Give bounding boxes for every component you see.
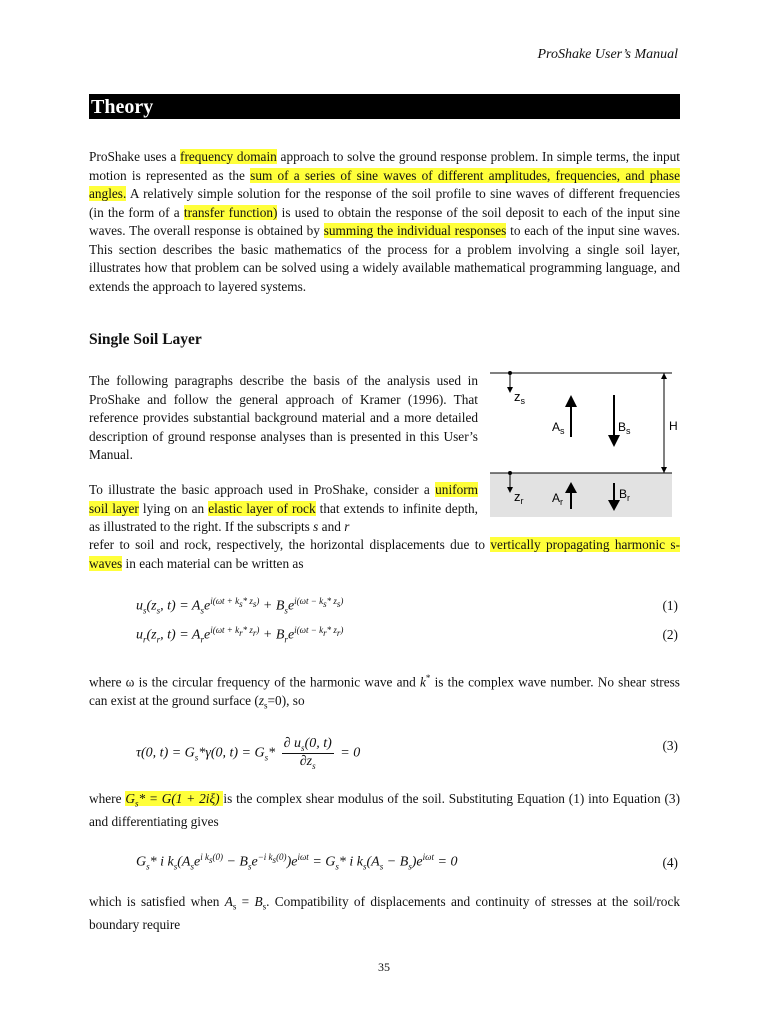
highlight-complex-shear-modulus: $G_s* = G(1 + 2i\xi)$ [125, 791, 224, 809]
subsection-title: Single Soil Layer [89, 331, 202, 348]
h-label: H [669, 419, 678, 433]
z-r-label: $z_r$ [514, 489, 524, 506]
zs-subscript: s [264, 700, 268, 711]
b-s-arrowhead [608, 435, 620, 447]
highlight-frequency-domain: frequency domain [180, 149, 277, 164]
highlight-sum-of-sine-waves: sum of a series of sine waves of different amplitudes, frequencies, and phase angles. [89, 167, 680, 201]
equation-1-number: (1) [662, 598, 678, 613]
para5-text-2: is the complex shear modulus of the soil. Substituting Equation (1) into Equation (3) and differentiating gives [89, 791, 681, 830]
highlight-elastic-layer-of-rock: elastic layer of rock [208, 500, 316, 516]
para3-text-5: refer to soil and rock, respectively, the horizontal displacements due to [89, 537, 491, 552]
compatibility-paragraph [89, 893, 680, 935]
a-s-arrowhead [565, 395, 577, 407]
a-r-label: $A_r$ [552, 491, 564, 507]
para5-text-1: where [89, 791, 126, 806]
illustration-paragraph-part-1 [89, 481, 478, 537]
soil-layer-diagram [490, 365, 682, 517]
section-title-bar [89, 94, 680, 119]
para6-text-2: . Compatibility of displacements and continuity of stresses at the soil/rock boundary require [89, 894, 680, 933]
equation-3-number: (3) [662, 738, 678, 753]
k-symbol: k [420, 674, 426, 690]
z-s-label: $z_s$ [514, 389, 525, 406]
para4-text-3: =0), so [267, 692, 305, 708]
z-s-arrowhead [507, 387, 513, 393]
highlight-vertically-propagating-waves: vertically propagating harmonic s-waves [89, 537, 681, 571]
zs-symbol: z [258, 692, 265, 708]
para3-text-1: To illustrate the basic approach used in ProShake, consider a [89, 482, 436, 497]
b-r-label: $B_r$ [619, 487, 631, 503]
para3-text-6: in each material can be written as [122, 555, 304, 571]
equation-1: $u_s(z_s$, $t) = A_se^{i(\omega t + k_s* z_s)} + B_se^{i(\omega t - k_s* z_s)}$ [136, 596, 344, 616]
running-header: ProShake User’s Manual [537, 47, 678, 62]
para3-text-3: that extends to infinite depth, as illustrated to the right. If the subscripts s and r [89, 500, 479, 534]
illustration-paragraph-part-2 [89, 536, 680, 573]
shear-modulus-paragraph [89, 790, 680, 832]
intro-text-1: ProShake uses a [89, 149, 181, 164]
as-subscript: s [232, 901, 237, 912]
equation-4: $G_s*$ i $k_s(A_se^{i k_s(0)} - B_se^{-i k_s(0)})e^{i\omega t} = G_s*$ i $k_s(A_s - B_s)e^{i\omega t} = 0$ [136, 852, 458, 872]
intro-text-3: A relatively simple solution for the response of the soil profile to sine waves of different frequencies (in the form of a [89, 186, 680, 220]
para3-text-2: lying on an [138, 500, 209, 516]
bs-subscript: s [262, 901, 267, 912]
as-symbol: A [224, 894, 233, 909]
equation-2: $u_r(z_r$, $t) = A_re^{i(\omega t + k_r* z_r)} + B_re^{i(\omega t - k_r* z_r)}$ [136, 625, 344, 645]
h-top-arrowhead [661, 373, 667, 379]
para4-text-1: where ω is the circular frequency of the harmonic wave and [89, 674, 421, 690]
equation-3: τ(0, $t) = G_s*\gamma(0$, $t) = G_s*$ $\frac{\partial u_s(0, t)}{\partial z_s}$ = 0 [136, 736, 361, 771]
equation-3-fraction: $\frac{\partial u_s(0, t)}{\partial z_s}$ [283, 736, 332, 771]
equation-4-number: (4) [662, 855, 678, 870]
para4-text-2: is the complex wave number. No shear stress can exist at the ground surface ( [89, 674, 680, 708]
para6-text-1: which is satisfied when [89, 894, 225, 909]
kramer-paragraph: The following paragraphs describe the basis of the analysis used in ProShake and follow the general approach of Kramer (1996). That reference provides substantial background material and a more detailed description of ground response analyses than is presented in this User’s Manual. [89, 373, 478, 462]
b-s-label: $B_s$ [618, 420, 631, 436]
wave-number-paragraph [89, 669, 680, 715]
section-title: Theory [91, 96, 154, 118]
highlight-uniform-soil-layer: uniform soil layer [89, 482, 478, 516]
k-star: * [425, 673, 431, 683]
highlight-transfer-function: transfer function) [183, 204, 278, 220]
intro-text-4: is used to obtain the response of the soil deposit to each of the input sine waves. The overall response is obtained by [89, 204, 681, 238]
equals-sign: = [236, 894, 255, 909]
intro-paragraph [89, 148, 680, 296]
highlight-summing-responses: summing the individual responses [323, 223, 507, 238]
equation-2-number: (2) [662, 627, 678, 642]
intro-text-5: to each of the input sine waves. This section describes the basic mathematics of the process for a problem involving a single soil layer, illustrates how that problem can be solved using a widely available mathematical programming language, and extends the approach to layered systems. [89, 223, 681, 294]
page-number: 35 [378, 960, 390, 974]
h-bottom-arrowhead [661, 467, 667, 473]
a-s-label: $A_s$ [552, 420, 565, 436]
bs-symbol: B [254, 894, 263, 909]
intro-text-2: approach to solve the ground response problem. In simple terms, the input motion is represented as the [89, 149, 680, 183]
